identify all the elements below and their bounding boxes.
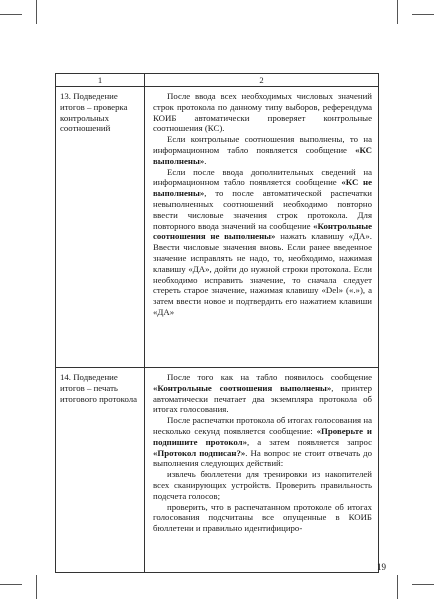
crop-mark <box>36 575 37 599</box>
table-row <box>56 368 379 573</box>
table-header-row <box>56 74 379 87</box>
description-paragraph: После ввода всех необходимых числовых значений строк протокола по данному типу выборов, референдума КОИБ автоматически проверяет контрольные соотношения (КС). <box>153 91 372 134</box>
column-header: 2 <box>145 74 379 87</box>
page-number: 19 <box>377 562 386 572</box>
description-cell <box>145 368 379 573</box>
procedure-table <box>55 73 379 573</box>
description-paragraph: извлечь бюллетени для тренировки из накопителей всех сканирующих устройств. Проверить правильность подсчета голосов; <box>153 469 372 501</box>
column-header: 1 <box>56 74 145 87</box>
description-paragraph: После того как на табло появилось сообщение «Контрольные соотношения выполнены», принтер автоматически печатает два экземпляра протокола об итогах голосования. <box>153 372 372 415</box>
crop-mark <box>397 0 398 24</box>
crop-mark <box>412 584 434 585</box>
description-paragraph: После распечатки протокола об итогах голосования на несколько секунд появляется сообщение: «Проверьте и подпишите протокол», а затем появляется запрос «Протокол подписан?». На вопрос не стоит отвечать до выполнения следующих действий: <box>153 415 373 469</box>
description-paragraph: проверить, что в распечатанном протоколе об итогах голосования подсчитаны все опущенные в КОИБ бюллетени и правильно идентифициро- <box>153 501 372 534</box>
crop-mark <box>397 575 398 599</box>
crop-mark <box>0 584 22 585</box>
crop-mark <box>412 14 434 15</box>
crop-mark <box>36 0 37 24</box>
stage-cell: 13. Подведение итогов – проверка контрольных соотношений <box>56 87 145 368</box>
crop-mark <box>0 14 22 15</box>
stage-cell: 14. Подведение итогов – печать итогового протокола <box>56 368 145 573</box>
table-row <box>56 87 379 368</box>
description-cell <box>145 87 379 368</box>
description-paragraph: Если после ввода дополнительных сведений на информационном табло появляется сообщение «КС не выполнены», то после автоматической распечатки невыполненных соотношений необходимо повторно ввести числовые значения строк протокола. Для повторного ввода значений на сообщение «Контрольные соотношения не выполнены» нажать клавишу «ДА». Ввести числовые значения вновь. Если ранее введенное значение исправлять не надо, то, необходимо, нажимая клавишу «ДА», дойти до нужной строки протокола. Если необходимо исправить значение, то сначала следует стереть старое значение, нажимая клавишу «Del» («.»), а затем ввести новое и подтвердить его нажатием клавиши «ДА» <box>153 166 372 317</box>
description-paragraph: Если контрольные соотношения выполнены, то на информационном табло появляется сообщение «КС выполнены». <box>153 134 372 166</box>
